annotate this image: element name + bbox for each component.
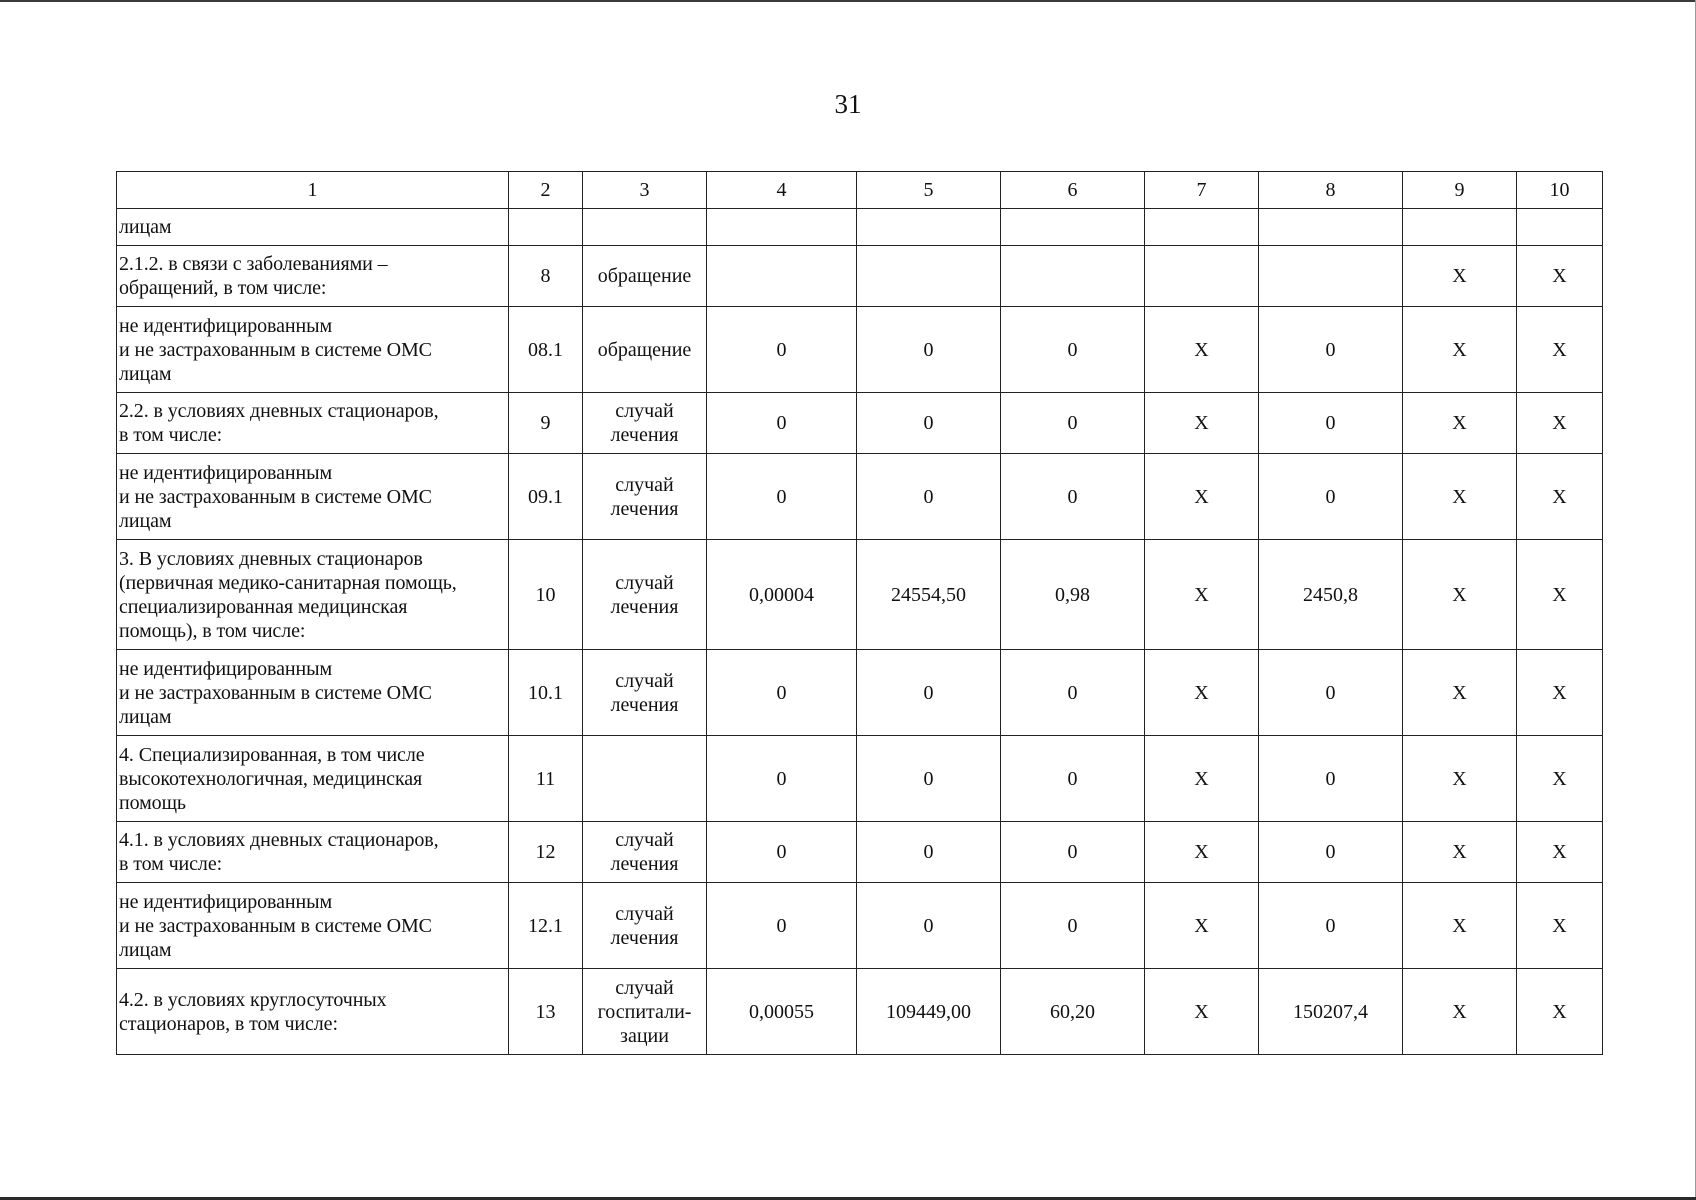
value-cell-col-8: 2450,8 bbox=[1259, 540, 1403, 650]
scan-top-edge bbox=[0, 0, 1696, 2]
value-cell-col-6: 0,98 bbox=[1001, 540, 1145, 650]
indicator-name-line: не идентифицированным bbox=[119, 657, 333, 680]
indicator-name-line: и не застрахованным в системе ОМС bbox=[119, 681, 432, 704]
indicator-name-cell bbox=[117, 540, 509, 650]
indicator-name-cell bbox=[117, 209, 509, 246]
indicator-name-line: и не застрахованным в системе ОМС bbox=[119, 338, 432, 361]
value-cell-col-6: 0 bbox=[1001, 736, 1145, 822]
value-cell-col-9: Х bbox=[1403, 393, 1517, 454]
header-cell-2: 2 bbox=[509, 172, 583, 209]
value-cell-col-5: 0 bbox=[857, 822, 1001, 883]
value-cell-col-7: Х bbox=[1145, 454, 1259, 540]
indicator-name-line: не идентифицированным bbox=[119, 890, 333, 913]
table-row bbox=[117, 736, 1603, 822]
unit-cell bbox=[583, 209, 707, 246]
value-cell-col-5: 24554,50 bbox=[857, 540, 1001, 650]
unit-line: лечения bbox=[610, 595, 679, 618]
unit-line: госпитали- bbox=[597, 1000, 692, 1023]
indicator-name-line: в том числе: bbox=[119, 424, 223, 446]
indicator-name-line: лицам bbox=[119, 705, 172, 728]
value-cell-col-6: 0 bbox=[1001, 307, 1145, 393]
value-cell-col-9: Х bbox=[1403, 454, 1517, 540]
value-cell-col-8: 0 bbox=[1259, 883, 1403, 969]
indicator-name-cell bbox=[117, 454, 509, 540]
header-cell-6: 6 bbox=[1001, 172, 1145, 209]
row-code-cell: 09.1 bbox=[509, 454, 583, 540]
unit-cell bbox=[583, 454, 707, 540]
table-row bbox=[117, 822, 1603, 883]
indicator-name-line: обращений, в том числе: bbox=[119, 277, 327, 299]
table-row bbox=[117, 454, 1603, 540]
value-cell-col-10: Х bbox=[1517, 822, 1603, 883]
value-cell-col-7: Х bbox=[1145, 540, 1259, 650]
value-cell-col-8 bbox=[1259, 209, 1403, 246]
value-cell-col-6 bbox=[1001, 246, 1145, 307]
header-cell-10: 10 bbox=[1517, 172, 1603, 209]
unit-cell bbox=[583, 393, 707, 454]
header-cell-5: 5 bbox=[857, 172, 1001, 209]
value-cell-col-9: Х bbox=[1403, 822, 1517, 883]
unit-line: случай bbox=[615, 829, 674, 851]
indicator-name-cell bbox=[117, 883, 509, 969]
value-cell-col-5: 0 bbox=[857, 650, 1001, 736]
unit-cell bbox=[583, 969, 707, 1055]
value-cell-col-4: 0 bbox=[707, 883, 857, 969]
indicator-name-line: специализированная медицинская bbox=[119, 595, 408, 618]
unit-line: обращение bbox=[597, 338, 692, 361]
value-cell-col-5 bbox=[857, 209, 1001, 246]
unit-line: случай bbox=[615, 669, 674, 692]
value-cell-col-6: 0 bbox=[1001, 454, 1145, 540]
unit-line: зации bbox=[620, 1024, 669, 1047]
value-cell-col-5: 0 bbox=[857, 454, 1001, 540]
indicator-name-line: 4. Специализированная, в том числе bbox=[119, 743, 425, 766]
indicator-name-line: лицам bbox=[119, 509, 172, 532]
header-cell-4: 4 bbox=[707, 172, 857, 209]
value-cell-col-8: 0 bbox=[1259, 650, 1403, 736]
indicator-name-line: помощь), в том числе: bbox=[119, 619, 306, 642]
value-cell-col-10: Х bbox=[1517, 307, 1603, 393]
value-cell-col-5: 0 bbox=[857, 307, 1001, 393]
indicator-name-line: лицам bbox=[119, 362, 172, 385]
value-cell-col-8: 0 bbox=[1259, 454, 1403, 540]
value-cell-col-7: Х bbox=[1145, 393, 1259, 454]
value-cell-col-6: 0 bbox=[1001, 883, 1145, 969]
value-cell-col-7: Х bbox=[1145, 883, 1259, 969]
value-cell-col-10: Х bbox=[1517, 393, 1603, 454]
row-code-cell: 10 bbox=[509, 540, 583, 650]
row-code-cell: 8 bbox=[509, 246, 583, 307]
indicator-name-line: не идентифицированным bbox=[119, 314, 333, 337]
row-code-cell: 13 bbox=[509, 969, 583, 1055]
value-cell-col-8 bbox=[1259, 246, 1403, 307]
value-cell-col-10: Х bbox=[1517, 736, 1603, 822]
value-cell-col-7: Х bbox=[1145, 822, 1259, 883]
indicator-name-line: 4.2. в условиях круглосуточных bbox=[119, 988, 387, 1011]
table-row bbox=[117, 969, 1603, 1055]
indicator-name-line: помощь bbox=[119, 791, 186, 814]
value-cell-col-9: Х bbox=[1403, 650, 1517, 736]
value-cell-col-7: Х bbox=[1145, 650, 1259, 736]
value-cell-col-6: 0 bbox=[1001, 822, 1145, 883]
header-cell-1: 1 bbox=[117, 172, 509, 209]
value-cell-col-6: 0 bbox=[1001, 650, 1145, 736]
value-cell-col-5: 0 bbox=[857, 883, 1001, 969]
data-table bbox=[116, 171, 1603, 1055]
indicator-name-cell bbox=[117, 822, 509, 883]
value-cell-col-10: Х bbox=[1517, 883, 1603, 969]
indicator-name-line: 2.2. в условиях дневных стационаров, bbox=[119, 400, 439, 422]
row-code-cell: 08.1 bbox=[509, 307, 583, 393]
indicator-name-line: лицам bbox=[119, 938, 172, 961]
value-cell-col-10: Х bbox=[1517, 650, 1603, 736]
indicator-name-line: в том числе: bbox=[119, 853, 223, 875]
value-cell-col-10 bbox=[1517, 209, 1603, 246]
unit-cell bbox=[583, 822, 707, 883]
table-row bbox=[117, 883, 1603, 969]
unit-cell bbox=[583, 540, 707, 650]
page-number: 31 bbox=[834, 89, 862, 119]
table-row bbox=[117, 307, 1603, 393]
value-cell-col-4: 0 bbox=[707, 650, 857, 736]
header-cell-8: 8 bbox=[1259, 172, 1403, 209]
value-cell-col-4: 0 bbox=[707, 822, 857, 883]
value-cell-col-7: Х bbox=[1145, 307, 1259, 393]
value-cell-col-9: Х bbox=[1403, 736, 1517, 822]
unit-cell bbox=[583, 246, 707, 307]
indicator-name-cell bbox=[117, 650, 509, 736]
value-cell-col-8: 0 bbox=[1259, 307, 1403, 393]
unit-line: случай bbox=[615, 571, 674, 594]
table-row bbox=[117, 540, 1603, 650]
indicator-name-line: 3. В условиях дневных стационаров bbox=[119, 547, 423, 570]
value-cell-col-4 bbox=[707, 209, 857, 246]
header-cell-9: 9 bbox=[1403, 172, 1517, 209]
value-cell-col-5: 109449,00 bbox=[857, 969, 1001, 1055]
indicator-name-line: 4.1. в условиях дневных стационаров, bbox=[119, 829, 439, 851]
unit-line: случай bbox=[615, 902, 674, 925]
indicator-name-line: не идентифицированным bbox=[119, 461, 333, 484]
value-cell-col-4: 0 bbox=[707, 454, 857, 540]
unit-line: случай bbox=[615, 473, 674, 496]
unit-line: лечения bbox=[610, 693, 679, 716]
indicator-name-cell bbox=[117, 246, 509, 307]
unit-cell bbox=[583, 307, 707, 393]
value-cell-col-9 bbox=[1403, 209, 1517, 246]
indicator-name-line: (первичная медико-санитарная помощь, bbox=[119, 571, 457, 594]
value-cell-col-7: Х bbox=[1145, 736, 1259, 822]
indicator-name-cell bbox=[117, 736, 509, 822]
indicator-name-line: высокотехнологичная, медицинская bbox=[119, 767, 423, 790]
unit-line: лечения bbox=[610, 424, 679, 446]
unit-line: случай bbox=[615, 976, 674, 999]
row-code-cell: 12 bbox=[509, 822, 583, 883]
value-cell-col-8: 0 bbox=[1259, 822, 1403, 883]
indicator-name-cell bbox=[117, 969, 509, 1055]
value-cell-col-4: 0 bbox=[707, 393, 857, 454]
table-row bbox=[117, 650, 1603, 736]
value-cell-col-9: Х bbox=[1403, 883, 1517, 969]
table-row bbox=[117, 393, 1603, 454]
value-cell-col-4: 0,00004 bbox=[707, 540, 857, 650]
value-cell-col-7 bbox=[1145, 246, 1259, 307]
value-cell-col-10: Х bbox=[1517, 246, 1603, 307]
value-cell-col-8: 0 bbox=[1259, 393, 1403, 454]
row-code-cell: 11 bbox=[509, 736, 583, 822]
unit-line: лечения bbox=[610, 926, 679, 949]
value-cell-col-5: 0 bbox=[857, 736, 1001, 822]
value-cell-col-6: 0 bbox=[1001, 393, 1145, 454]
indicator-name-line: 2.1.2. в связи с заболеваниями – bbox=[119, 253, 388, 275]
indicator-name-line: и не застрахованным в системе ОМС bbox=[119, 485, 432, 508]
value-cell-col-8: 150207,4 bbox=[1259, 969, 1403, 1055]
table-row bbox=[117, 246, 1603, 307]
unit-cell bbox=[583, 650, 707, 736]
value-cell-col-7: Х bbox=[1145, 969, 1259, 1055]
value-cell-col-4: 0 bbox=[707, 736, 857, 822]
value-cell-col-10: Х bbox=[1517, 454, 1603, 540]
unit-line: обращение bbox=[597, 265, 692, 287]
row-code-cell: 10.1 bbox=[509, 650, 583, 736]
table-row bbox=[117, 209, 1603, 246]
value-cell-col-6: 60,20 bbox=[1001, 969, 1145, 1055]
value-cell-col-8: 0 bbox=[1259, 736, 1403, 822]
indicator-name-line: и не застрахованным в системе ОМС bbox=[119, 914, 432, 937]
value-cell-col-10: Х bbox=[1517, 969, 1603, 1055]
value-cell-col-5: 0 bbox=[857, 393, 1001, 454]
unit-line: лечения bbox=[610, 497, 679, 520]
table-header-row bbox=[117, 172, 1603, 209]
header-cell-3: 3 bbox=[583, 172, 707, 209]
indicator-name-cell bbox=[117, 393, 509, 454]
value-cell-col-9: Х bbox=[1403, 540, 1517, 650]
value-cell-col-4: 0 bbox=[707, 307, 857, 393]
table-body bbox=[117, 172, 1603, 1055]
unit-cell bbox=[583, 883, 707, 969]
value-cell-col-5 bbox=[857, 246, 1001, 307]
value-cell-col-6 bbox=[1001, 209, 1145, 246]
indicator-name-line: лицам bbox=[119, 216, 172, 238]
value-cell-col-7 bbox=[1145, 209, 1259, 246]
row-code-cell bbox=[509, 209, 583, 246]
unit-line: случай bbox=[615, 400, 674, 422]
indicator-name-cell bbox=[117, 307, 509, 393]
value-cell-col-9: Х bbox=[1403, 307, 1517, 393]
value-cell-col-4: 0,00055 bbox=[707, 969, 857, 1055]
header-cell-7: 7 bbox=[1145, 172, 1259, 209]
unit-cell bbox=[583, 736, 707, 822]
row-code-cell: 12.1 bbox=[509, 883, 583, 969]
indicator-name-line: стационаров, в том числе: bbox=[119, 1012, 338, 1035]
value-cell-col-4 bbox=[707, 246, 857, 307]
unit-line: лечения bbox=[610, 853, 679, 875]
value-cell-col-10: Х bbox=[1517, 540, 1603, 650]
row-code-cell: 9 bbox=[509, 393, 583, 454]
value-cell-col-9: Х bbox=[1403, 246, 1517, 307]
value-cell-col-9: Х bbox=[1403, 969, 1517, 1055]
